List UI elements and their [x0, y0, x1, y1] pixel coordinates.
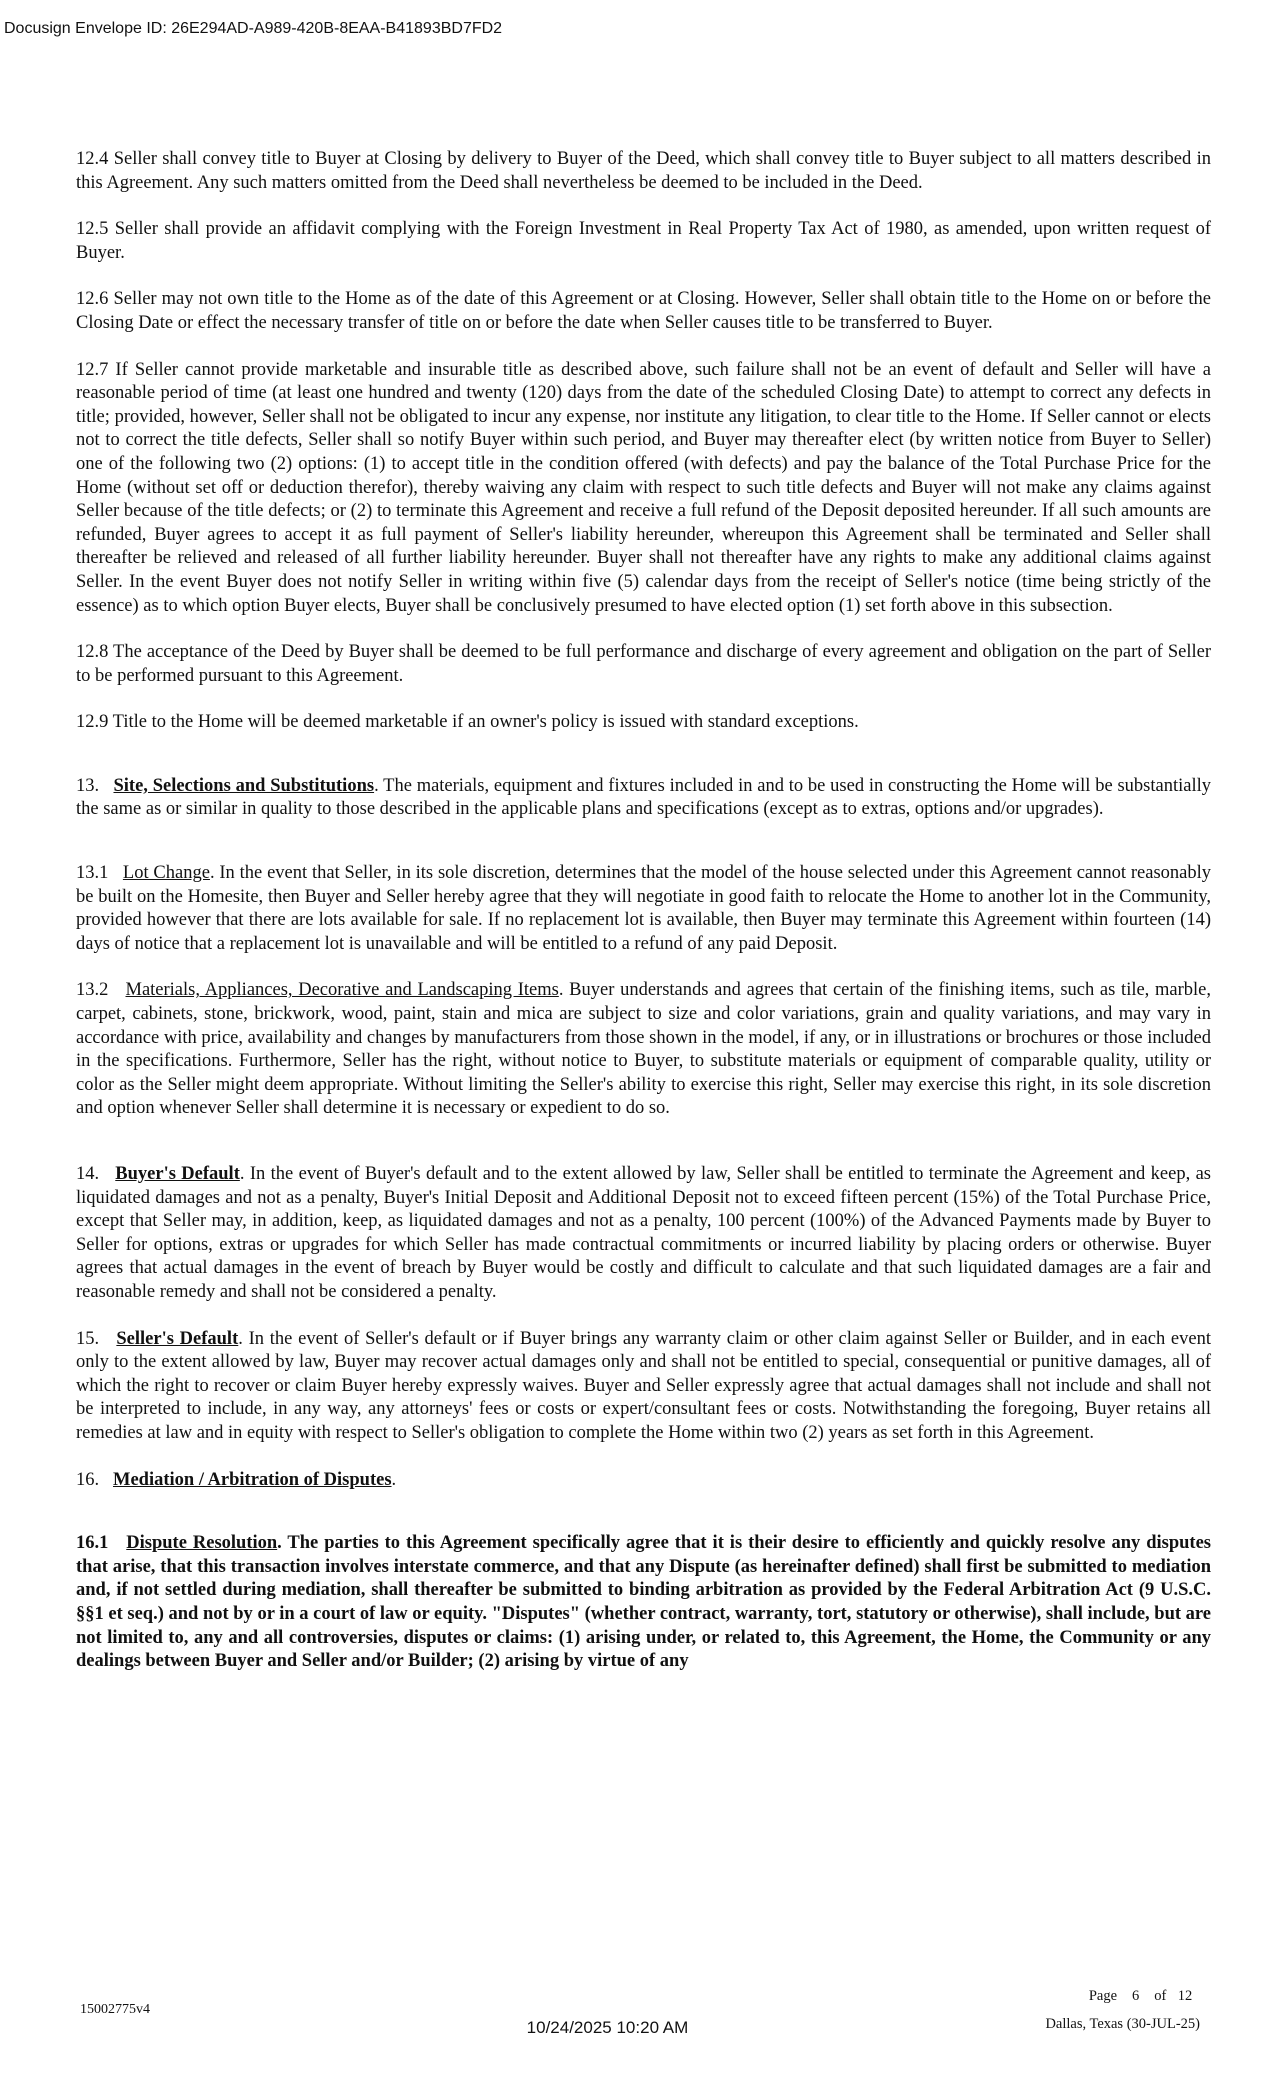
section-12-6: 12.6 Seller may not own title to the Home as of the date of this Agreement or at Closing. However, Seller shall obtain title to the Home on or before the Closing Date or effect the necessary transfer of title on or before the date when Seller causes title to be transferred to Buyer. [76, 289, 1211, 333]
section-14-number: 14. [76, 1164, 100, 1184]
section-12-4: 12.4 Seller shall convey title to Buyer at Closing by delivery to Buyer of the Deed, which shall convey title to Buyer subject to all matters described in this Agreement. Any such matters omitted from the Deed shall nevertheless be deemed to be included in the Deed. [76, 149, 1211, 193]
of-label: of [1154, 1988, 1167, 2004]
section-13-title: Site, Selections and Substitutions [113, 775, 375, 796]
page-number: 6 [1132, 1988, 1140, 2004]
section-13-2 [76, 979, 1211, 1121]
signature-timestamp: 10/24/2025 10:20 AM [526, 2018, 689, 2037]
section-16 [76, 1469, 1211, 1493]
section-13-1-title: Lot Change [122, 863, 210, 884]
document-body [76, 148, 1211, 1674]
section-15 [76, 1328, 1211, 1446]
section-13-1 [76, 862, 1211, 956]
section-12-5: 12.5 Seller shall provide an affidavit complying with the Foreign Investment in Real Property Tax Act of 1980, as amended, upon written request of Buyer. [76, 219, 1211, 263]
section-13 [76, 775, 1211, 822]
section-16-1-number: 16.1 [76, 1533, 109, 1554]
location-label: Dallas, Texas (30-JUL-25) [1045, 2016, 1200, 2032]
section-14-title: Buyer's Default [115, 1164, 240, 1184]
envelope-id: Docusign Envelope ID: 26E294AD-A989-420B-8EAA-B41893BD7FD2 [4, 20, 503, 37]
section-13-2-title: Materials, Appliances, Decorative and Landscaping Items [125, 980, 559, 1001]
section-16-title: Mediation / Arbitration of Disputes [113, 1469, 392, 1490]
section-13-text: . The materials, equipment and fixtures included in and to be used in constructing the Home will be substantially the same as or similar in quality to those described in the applicable plans and specifications (except as to extras, options and/or upgrades). [76, 775, 1211, 820]
section-16-1-text: . The parties to this Agreement specifically agree that it is their desire to efficiently and quickly resolve any disputes that arise, that this transaction involves interstate commerce, and that any Dispute (as hereinafter defined) shall first be submitted to mediation and, if not settled during mediation, shall thereafter be submitted to binding arbitration as provided by the Federal Arbitration Act (9 U.S.C. §§1 et seq.) and not by or in a court of law or equity. "Disputes" (whether contract, warranty, tort, statutory or otherwise), shall include, but are not limited to, any and all controversies, disputes or claims: (1) arising under, or related to, this Agreement, the Home, the Community or any dealings between Buyer and Seller and/or Builder; (2) arising by virtue of any [76, 1533, 1212, 1672]
section-16-1-title: Dispute Resolution [126, 1533, 278, 1554]
section-15-number: 15. [76, 1328, 100, 1349]
section-16-1 [76, 1532, 1211, 1674]
section-15-title: Seller's Default [116, 1328, 239, 1349]
section-15-text: . In the event of Seller's default or if Buyer brings any warranty claim or other claim against Seller or Builder, and in each event only to the extent allowed by law, Buyer may recover actual damages only and shall not be entitled to special, consequential or punitive damages, all of which the right to recover or claim Buyer hereby expressly waives. Buyer and Seller expressly agree that actual damages shall not include and shall not be interpreted to include, in any way, any attorneys' fees or costs or expert/consultant fees or costs. Notwithstanding the foregoing, Buyer retains all remedies at law and in equity with respect to Seller's obligation to complete the Home within two (2) years as set forth in this Agreement. [76, 1328, 1211, 1443]
section-14-text: . In the event of Buyer's default and to the extent allowed by law, Seller shall be entitled to terminate the Agreement and keep, as liquidated damages and not as a penalty, Buyer's Initial Deposit and Additional Deposit not to exceed fifteen percent (15%) of the Total Purchase Price, except that Seller may, in addition, keep, as liquidated damages and not as a penalty, 100 percent (100%) of the Advanced Payments made by Buyer to Seller for options, extras or upgrades for which Seller has made contractual commitments or incurred liability by placing orders or otherwise. Buyer agrees that actual damages in the event of breach by Buyer would be costly and difficult to calculate and that such liquidated damages are a fair and reasonable remedy and shall not be considered a penalty. [76, 1164, 1211, 1302]
section-12-7: 12.7 If Seller cannot provide marketable and insurable title as described above, such failure shall not be an event of default and Seller will have a reasonable period of time (at least one hundred and twenty (120) days from the date of the scheduled Closing Date) to attempt to correct any defects in title; provided, however, Seller shall not be obligated to incur any expense, nor institute any litigation, to clear title to the Home. If Seller cannot or elects not to correct the title defects, Seller shall so notify Buyer within such period, and Buyer may thereafter elect (by written notice from Buyer to Seller) one of the following two (2) options: (1) to accept title in the condition offered (with defects) and pay the balance of the Total Purchase Price for the Home (without set off or deduction therefor), thereby waiving any claim with respect to such title defects and Buyer will not make any claims against Seller because of the title defects; or (2) to terminate this Agreement and receive a full refund of the Deposit deposited hereunder. If all such amounts are refunded, Buyer agrees to accept it as full payment of Seller's liability hereunder, whereupon this Agreement shall be terminated and Seller shall thereafter be relieved and released of all further liability hereunder. Buyer shall not thereafter have any rights to make any additional claims against Seller. In the event Buyer does not notify Seller in writing within five (5) calendar days from the receipt of Seller's notice (time being strictly of the essence) as to which option Buyer elects, Buyer shall be conclusively presumed to have elected option (1) set forth above in this subsection. [76, 359, 1211, 616]
section-14 [76, 1163, 1211, 1305]
page-label: Page [1088, 1988, 1118, 2004]
page-total: 12 [1177, 1988, 1193, 2004]
section-13-1-text: . In the event that Seller, in its sole discretion, determines that the model of the house selected under this Agreement cannot reasonably be built on the Homesite, then Buyer and Seller hereby agree that they will negotiate in good faith to relocate the Home to another lot in the Community, provided however that there are lots available for sale. If no replacement lot is available, then Buyer may terminate this Agreement within fourteen (14) days of notice that a replacement lot is unavailable and will be entitled to a refund of any paid Deposit. [76, 863, 1212, 954]
section-13-2-text: . Buyer understands and agrees that certain of the finishing items, such as tile, marble, carpet, cabinets, stone, brickwork, wood, paint, stain and mica are subject to size and color variations, grain and quality variations, and may vary in accordance with price, availability and changes by manufacturers from those shown in the model, if any, or in illustrations or brochures or those included in the specifications. Furthermore, Seller has the right, without notice to Buyer, to substitute materials or equipment of comparable quality, utility or color as the Seller might deem appropriate. Without limiting the Seller's ability to exercise this right, Seller may exercise this right, in its sole discretion and option whenever Seller shall determine it is necessary or expedient to do so. [76, 980, 1212, 1119]
section-16-period: . [391, 1469, 397, 1490]
section-16-number: 16. [76, 1469, 100, 1490]
page-indicator [1045, 1982, 1200, 2010]
section-12-8: 12.8 The acceptance of the Deed by Buyer shall be deemed to be full performance and discharge of every agreement and obligation on the part of Seller to be performed pursuant to this Agreement. [76, 642, 1211, 686]
section-12-9: 12.9 Title to the Home will be deemed marketable if an owner's policy is issued with standard exceptions. [76, 712, 859, 733]
section-13-2-number: 13.2 [76, 980, 109, 1001]
section-13-1-number: 13.1 [76, 863, 109, 884]
section-13-number: 13. [76, 775, 100, 796]
document-code: 15002775v4 [80, 2002, 150, 2017]
